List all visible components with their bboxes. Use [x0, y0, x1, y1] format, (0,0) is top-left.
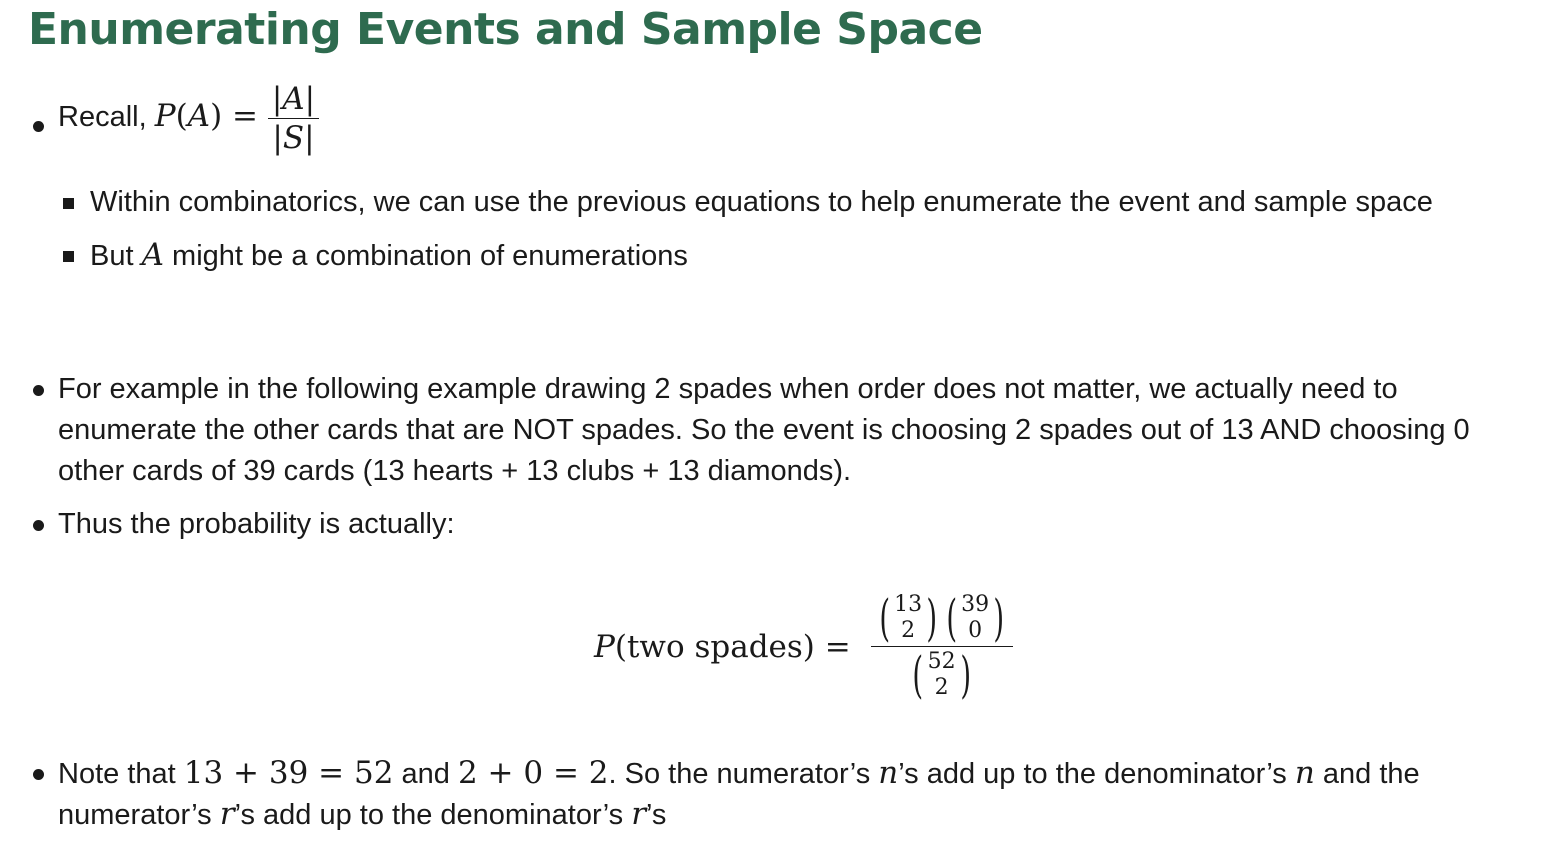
binom-13-2: ( 13 2 ) [878, 589, 938, 647]
bullet-dot [33, 385, 44, 396]
probability-equation [594, 589, 1013, 704]
eq-numerator [871, 589, 1013, 647]
recall-fraction [268, 80, 319, 157]
sub-bullet-combinatorics: Within combinatorics, we can use the previous equations to help enumerate the event and sample space [90, 186, 1433, 218]
sub-bullet-square [63, 198, 74, 209]
recall-numerator: |A| [268, 80, 319, 119]
eq-P: P [594, 628, 615, 665]
note-line-1: Note that 13 + 39 = 52 and 2 + 0 = 2. So the numerator’s n’s add up to the denominator’s n and the [58, 755, 1420, 791]
note-line-2: numerator’s r’s add up to the denominator’s r’s [58, 796, 667, 832]
eq-fraction [871, 589, 1013, 704]
example-line-3: other cards of 39 cards (13 hearts + 13 clubs + 13 diamonds). [58, 455, 852, 487]
thus-text: Thus the probability is actually: [58, 508, 455, 540]
recall-bullet [58, 80, 319, 157]
bullet-dot [33, 121, 44, 132]
example-line-1: For example in the following example drawing 2 spades when order does not matter, we actually need to [58, 373, 1398, 405]
bullet-dot [33, 520, 44, 531]
bullet-dot [33, 769, 44, 780]
page-title: Enumerating Events and Sample Space [28, 4, 983, 55]
eq-arg: (two spades) = [614, 628, 861, 665]
sub-bullet-square [63, 251, 74, 262]
binom-52-2: ( 52 2 ) [912, 646, 971, 704]
recall-denominator: |S| [272, 120, 315, 156]
note-math-2: 2 + 0 = 2 [457, 755, 609, 791]
var-A: A [141, 237, 164, 273]
eq-denominator [908, 646, 975, 704]
note-math-1: 13 + 39 = 52 [183, 755, 394, 791]
recall-lhs: P(A) = [154, 98, 268, 135]
recall-prefix: Recall, [58, 101, 155, 134]
sub-bullet-combination: But A might be a combination of enumerations [90, 237, 688, 273]
binom-39-0: ( 39 0 ) [946, 589, 1005, 647]
example-line-2: enumerate the other cards that are NOT spades. So the event is choosing 2 spades out of 13 AND choosing 0 [58, 414, 1470, 446]
